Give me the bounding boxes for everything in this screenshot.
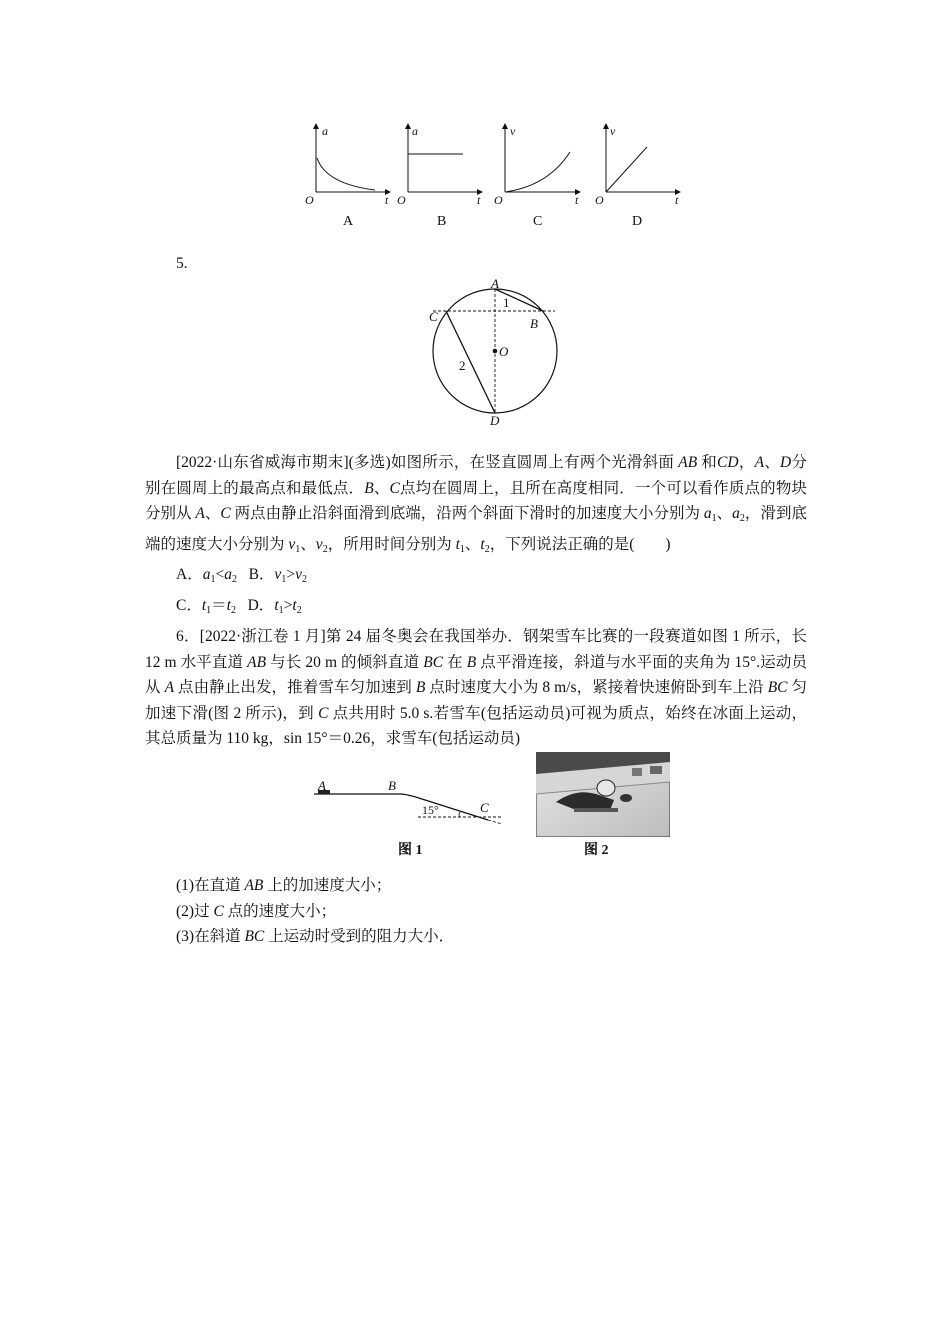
graph-a-x-label: t	[385, 193, 389, 207]
graph-c-y-label: v	[510, 124, 516, 138]
graph-a-y-label: a	[322, 124, 328, 138]
graph-b-caption: B	[437, 214, 447, 229]
circle-label-c: C	[429, 309, 438, 324]
graph-b-origin: O	[397, 193, 406, 207]
subquestion-2: (2)过 C 点的速度大小；	[176, 902, 337, 920]
question-5-number: 5.	[176, 255, 188, 272]
graph-d-x-label: t	[675, 193, 679, 207]
graph-a-caption: A	[343, 214, 354, 229]
track-label-b: B	[388, 778, 396, 793]
graph-b-y-label: a	[412, 124, 418, 138]
options-row-1: A．$a_1<a_2$ B．$v_1>v_2$	[176, 566, 307, 585]
circle-diagram	[425, 275, 565, 420]
circle-track-2: 2	[459, 358, 466, 373]
circle-label-d: D	[490, 413, 500, 428]
figure-2-caption: 图 2	[584, 843, 609, 858]
question-6-text: 6．[2022·浙江卷 1 月]第 24 届冬奥会在我国举办．钢架雪车比赛的一段赛道如图 1 所示，长 12 m 水平直道 AB 与长 20 m 的倾斜直道 BC 在 B 点平滑连接，斜道与水平面的夹角为 15°.运动员从 A 点由静止出发，推着雪车匀加速到 B 点时速度大小为 8 m/s，紧接着快速俯卧到车上沿 BC 匀加速下滑(图 2 所示)，到 C 点共用时 5.0 s.若雪车(包括运动员)可视为质点，始终在冰面上运动，其总质量为 110 kg，sin 15°＝0.26，求雪车(包括运动员)	[145, 628, 808, 747]
circle-track-1: 1	[503, 295, 510, 310]
track-angle-label: 15°	[422, 803, 439, 817]
graph-panel-b	[408, 126, 480, 192]
graph-c-caption: C	[533, 214, 543, 229]
circle-label-o: O	[499, 344, 509, 359]
graph-d-origin: O	[595, 193, 604, 207]
question-6-subquestions	[145, 873, 807, 950]
curve-d	[606, 147, 647, 192]
circle-label-a: A	[491, 276, 499, 291]
figure-1-caption: 图 1	[398, 843, 423, 858]
graph-d-caption: D	[632, 214, 643, 229]
graph-d-y-label: v	[610, 124, 616, 138]
graph-panel-c	[505, 126, 578, 192]
question-5-text: [2022·山东省威海市期末](多选)如图所示，在竖直圆周上有两个光滑斜面 AB 和CD，A、D分别在圆周上的最高点和最低点．B、C点均在圆周上，且所在高度相同．一个可以看作质点的物块分别从 A、C 两点由静止沿斜面滑到底端，沿两个斜面下滑时的加速度大小分别为 $a_1$、$a_2$，滑到底端的速度大小分别为 $v_1$、$v_2$，所用时间分别为 $t_1$、$t_2$，下列说法正确的是( ) A．$a_1<a_2$ B．$v_1>v_2$ C．$t_1=t_2$ D．$t_1>t_2$	[145, 450, 807, 623]
graph-a-origin: O	[305, 193, 314, 207]
skeleton-photo	[536, 752, 670, 837]
graph-c-origin: O	[494, 193, 503, 207]
options-row-2: C．$t_1=t_2$ D．$t_1>t_2$	[176, 596, 302, 616]
track-label-a: A	[318, 778, 326, 793]
circle-label-b: B	[530, 316, 538, 331]
graph-c-x-label: t	[575, 193, 579, 207]
track-label-c: C	[480, 800, 489, 815]
curve-a	[317, 158, 375, 190]
subquestion-3: (3)在斜道 BC 上运动时受到的阻力大小．	[176, 928, 455, 945]
graph-b-x-label: t	[477, 193, 481, 207]
curve-c	[505, 152, 570, 192]
subquestion-1: (1)在直道 AB 上的加速度大小；	[176, 877, 392, 894]
graph-panel-d	[606, 126, 678, 192]
